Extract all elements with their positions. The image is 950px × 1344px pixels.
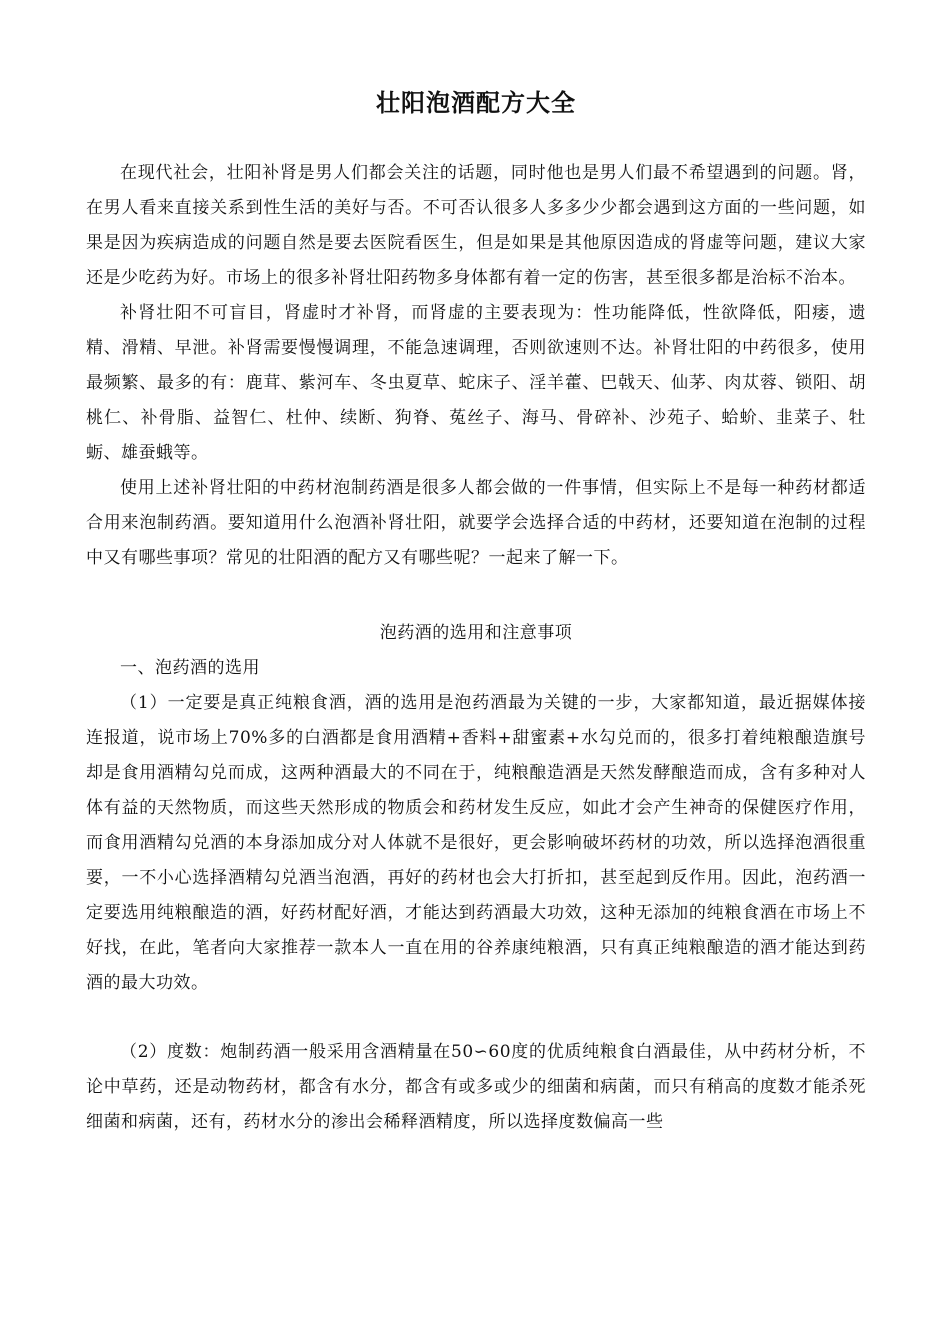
section-heading: 泡药酒的选用和注意事项 bbox=[379, 623, 573, 643]
intro-paragraph-3: 使用上述补肾壮阳的中药材泡制药酒是很多人都会做的一件事情，但实际上不是每一种药材都适合用来泡制药酒。要知道用什么泡酒补肾壮阳，就要学会选择合适的中药材，还要知道在泡制的过程中又有哪些事项？常见的壮阳酒的配方又有哪些呢？一起来了解一下。 bbox=[86, 478, 866, 568]
spacer bbox=[86, 1001, 866, 1035]
subsection-label: 一、泡药酒的选用 bbox=[120, 658, 260, 678]
item-1-paragraph: （1）一定要是真正纯粮食酒，酒的选用是泡药酒最为关键的一步，大家都知道，最近据媒体接连报道，说市场上70%多的白酒都是食用酒精+香料+甜蜜素+水勾兑而的，很多打着纯粮酿造旗号却是食用酒精勾兑而成，这两种酒最大的不同在于，纯粮酿造酒是天然发酵酿造而成，含有多种对人体有益的天然物质，而这些天然形成的物质会和药材发生反应，如此才会产生神奇的保健医疗作用，而食用酒精勾兑酒的本身添加成分对人体就不是很好，更会影响破坏药材的功效，所以选择泡酒很重要，一不小心选择酒精勾兑酒当泡酒，再好的药材也会大打折扣，甚至起到反作用。因此，泡药酒一定要选用纯粮酿造的酒，好药材配好酒，才能达到药酒最大功效，这种无添加的纯粮食酒在市场上不好找，在此，笔者向大家推荐一款本人一直在用的谷养康纯粮酒，只有真正纯粮酿造的酒才能达到药酒的最大功效。 bbox=[86, 693, 866, 993]
document-title: 壮阳泡酒配方大全 bbox=[376, 88, 576, 117]
intro-paragraph-2: 补肾壮阳不可盲目，肾虚时才补肾，而肾虚的主要表现为：性功能降低，性欲降低，阳痿，遗精、滑精、早泄。补肾需要慢慢调理，不能急速调理，否则欲速则不达。补肾壮阳的中药很多，使用最频繁、最多的有：鹿茸、紫河车、冬虫夏草、蛇床子、淫羊藿、巴戟天、仙茅、肉苁蓉、锁阳、胡桃仁、补骨脂、益智仁、杜仲、续断、狗脊、菟丝子、海马、骨碎补、沙苑子、蛤蚧、韭菜子、牡蛎、雄蚕蛾等。 bbox=[86, 303, 866, 463]
intro-paragraph-1: 在现代社会，壮阳补肾是男人们都会关注的话题，同时他也是男人们最不希望遇到的问题。肾，在男人看来直接关系到性生活的美好与否。不可否认很多人多多少少都会遇到这方面的一些问题，如果是因为疾病造成的问题自然是要去医院看医生，但是如果是其他原因造成的肾虚等问题，建议大家还是少吃药为好。市场上的很多补肾壮阳药物多身体都有着一定的伤害，甚至很多都是治标不治本。 bbox=[86, 163, 866, 288]
spacer bbox=[86, 576, 866, 616]
item-2-paragraph: （2）度数：炮制药酒一般采用含酒精量在50∽60度的优质纯粮食白酒最佳，从中药材分析，不论中草药，还是动物药材，都含有水分，都含有或多或少的细菌和病菌，而只有稍高的度数才能杀死细菌和病菌，还有，药材水分的渗出会稀释酒精度，所以选择度数偏高一些 bbox=[86, 1042, 866, 1132]
